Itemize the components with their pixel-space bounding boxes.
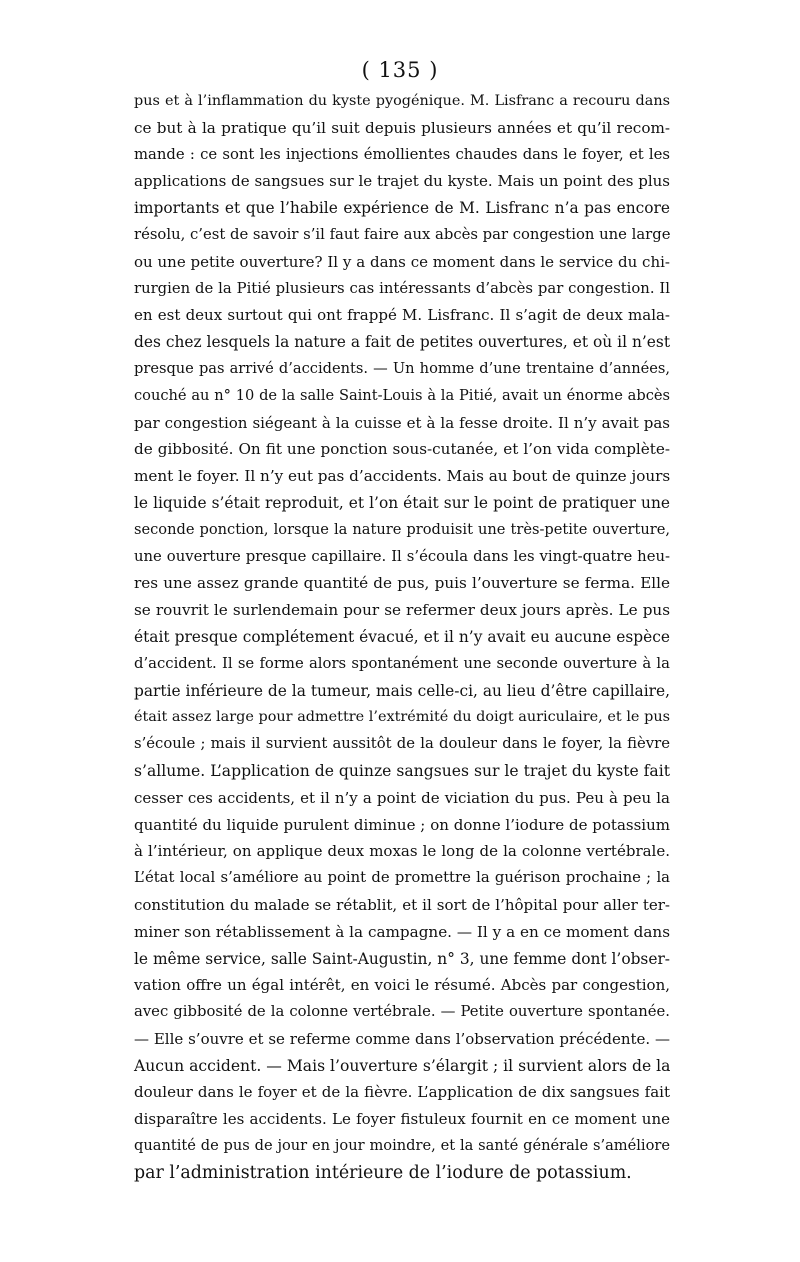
text-line: se rouvrit le surlendemain pour se refermer deux jours après. Le pus <box>134 601 670 620</box>
text-line: ce but à la pratique qu’il suit depuis plusieurs années et qu’il recom- <box>134 118 670 137</box>
text-line: miner son rétablissement à la campagne. — Il y a en ce moment dans <box>134 922 670 941</box>
text-line: — Elle s’ouvre et se referme comme dans l’observation précédente. — <box>134 1029 670 1048</box>
text-line: s’écoule ; mais il survient aussitôt de la douleur dans le foyer, la fièvre <box>134 735 670 753</box>
text-line: par congestion siégeant à la cuisse et à la fesse droite. Il n’y avait pas <box>134 413 670 432</box>
text-line: était assez large pour admettre l’extrémité du doigt auriculaire, et le pus <box>134 709 670 726</box>
text-line: quantité de pus de jour en jour moindre, et la santé générale s’améliore <box>134 1137 670 1155</box>
text-line: partie inférieure de la tumeur, mais celle-ci, au lieu d’être capillaire, <box>134 681 670 700</box>
text-line: pus et à l’inflammation du kyste pyogénique. M. Lisfranc a recouru dans <box>134 93 670 109</box>
text-line: résolu, c’est de savoir s’il faut faire aux abcès par congestion une large <box>134 225 671 243</box>
text-line: ment le foyer. Il n’y eut pas d’accidents. Mais au bout de quinze jours <box>134 467 671 486</box>
text-line: ou une petite ouverture? Il y a dans ce moment dans le service du chi- <box>134 252 670 271</box>
text-line: à l’intérieur, on applique deux moxas le long de la colonne vertébrale. <box>134 842 670 861</box>
text-line: applications de sangsues sur le trajet du kyste. Mais un point des plus <box>134 172 670 191</box>
body-text <box>134 88 670 1187</box>
text-line: cesser ces accidents, et il n’y a point de viciation du pus. Peu à peu la <box>134 788 670 807</box>
text-line: douleur dans le foyer et de la fièvre. L’application de dix sangsues fait <box>134 1083 670 1102</box>
text-line: Aucun accident. — Mais l’ouverture s’élargit ; il survient alors de la <box>134 1056 671 1075</box>
text-line: de gibbosité. On fit une ponction sous-cutanée, et l’on vida complète- <box>134 440 670 459</box>
text-line: quantité du liquide purulent diminue ; on donne l’iodure de potassium <box>134 815 670 834</box>
text-line: rurgien de la Pitié plusieurs cas intéressants d’abcès par congestion. Il <box>134 279 670 297</box>
text-line: des chez lesquels la nature a fait de petites ouvertures, et où il n’est <box>134 333 670 352</box>
text-line: L’état local s’améliore au point de promettre la guérison prochaine ; la <box>134 869 670 887</box>
text-line: le même service, salle Saint-Augustin, n° 3, une femme dont l’obser- <box>134 949 670 968</box>
text-line: s’allume. L’application de quinze sangsues sur le trajet du kyste fait <box>134 761 670 780</box>
text-line: vation offre un égal intérêt, en voici le résumé. Abcès par congestion, <box>134 976 670 995</box>
text-line: constitution du malade se rétablit, et il sort de l’hôpital pour aller ter- <box>134 895 670 914</box>
text-line: une ouverture presque capillaire. Il s’écoula dans les vingt-quatre heu- <box>134 547 670 565</box>
text-line: avec gibbosité de la colonne vertébrale. — Petite ouverture spontanée. <box>134 1003 670 1021</box>
text-line: le liquide s’était reproduit, et l’on était sur le point de pratiquer une <box>134 493 670 512</box>
text-line: res une assez grande quantité de pus, puis l’ouverture se ferma. Elle <box>134 574 670 593</box>
page-number: ( 135 ) <box>361 58 439 82</box>
text-line: mande : ce sont les injections émollientes chaudes dans le foyer, et les <box>134 145 670 163</box>
text-line: par l’administration intérieure de l’iodure de potassium. <box>134 1162 632 1183</box>
text-line: importants et que l’habile expérience de M. Lisfranc n’a pas encore <box>134 199 670 218</box>
text-line: seconde ponction, lorsque la nature produisit une très-petite ouverture, <box>134 520 670 538</box>
text-line: couché au n° 10 de la salle Saint-Louis à la Pitié, avait un énorme abcès <box>134 386 670 404</box>
text-line: était presque complétement évacué, et il n’y avait eu aucune espèce <box>134 627 670 646</box>
text-line: presque pas arrivé d’accidents. — Un homme d’une trentaine d’années, <box>134 359 670 377</box>
text-line: en est deux surtout qui ont frappé M. Lisfranc. Il s’agit de deux mala- <box>134 306 670 325</box>
text-line: d’accident. Il se forme alors spontanément une seconde ouverture à la <box>134 654 670 672</box>
text-line: disparaître les accidents. Le foyer fistuleux fournit en ce moment une <box>134 1110 670 1129</box>
